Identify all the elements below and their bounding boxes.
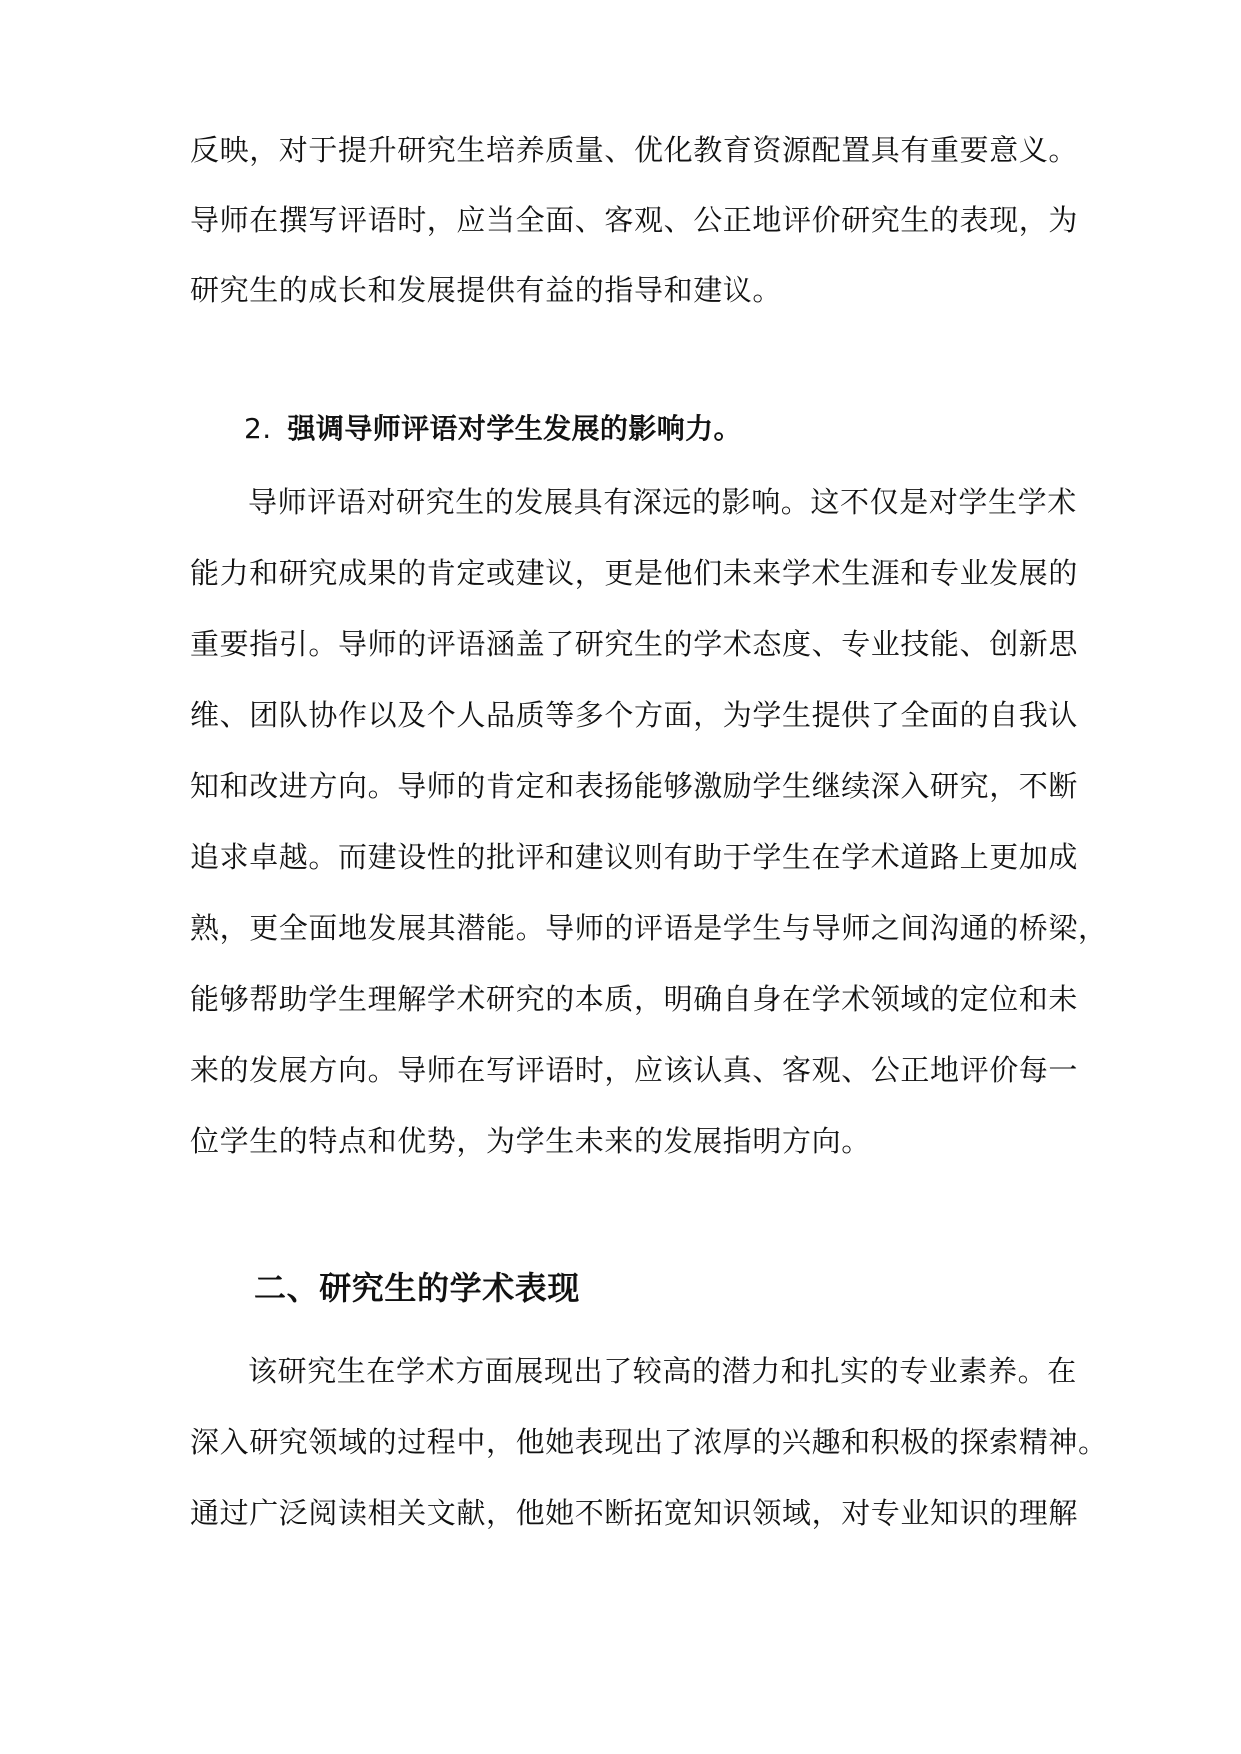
body-line-8: 能够帮助学生理解学术研究的本质，明确自身在学术领域的定位和未 xyxy=(190,982,1079,1016)
body-line-1: 导师评语对研究生的发展具有深远的影响。这不仅是对学生学术 xyxy=(248,485,1077,519)
subsection-heading xyxy=(244,409,742,449)
section-heading: 二、研究生的学术表现 xyxy=(254,1269,581,1307)
body-line-3: 重要指引。导师的评语涵盖了研究生的学术态度、专业技能、创新思 xyxy=(190,627,1079,661)
section2-line-3: 通过广泛阅读相关文献，他她不断拓宽知识领域，对专业知识的理解 xyxy=(190,1496,1079,1530)
intro-line-1: 反映，对于提升研究生培养质量、优化教育资源配置具有重要意义。 xyxy=(190,133,1079,167)
section2-line-1: 该研究生在学术方面展现出了较高的潜力和扎实的专业素养。在 xyxy=(248,1354,1077,1388)
body-line-10: 位学生的特点和优势，为学生未来的发展指明方向。 xyxy=(190,1124,871,1158)
intro-line-3: 研究生的成长和发展提供有益的指导和建议。 xyxy=(190,273,783,307)
body-line-6: 追求卓越。而建设性的批评和建议则有助于学生在学术道路上更加成 xyxy=(190,840,1079,874)
body-line-5: 知和改进方向。导师的肯定和表扬能够激励学生继续深入研究，不断 xyxy=(190,769,1079,803)
subsection-title: 强调导师评语对学生发展的影响力。 xyxy=(287,412,742,445)
subsection-number: 2. xyxy=(244,412,272,445)
body-line-4: 维、团队协作以及个人品质等多个方面，为学生提供了全面的自我认 xyxy=(190,698,1079,732)
body-line-9: 来的发展方向。导师在写评语时，应该认真、客观、公正地评价每一 xyxy=(190,1053,1079,1087)
section2-line-2: 深入研究领域的过程中，他她表现出了浓厚的兴趣和积极的探索精神。 xyxy=(190,1425,1108,1459)
intro-line-2: 导师在撰写评语时，应当全面、客观、公正地评价研究生的表现，为 xyxy=(190,203,1079,237)
body-line-2: 能力和研究成果的肯定或建议，更是他们未来学术生涯和专业发展的 xyxy=(190,556,1079,590)
body-line-7: 熟，更全面地发展其潜能。导师的评语是学生与导师之间沟通的桥梁， xyxy=(190,911,1108,945)
